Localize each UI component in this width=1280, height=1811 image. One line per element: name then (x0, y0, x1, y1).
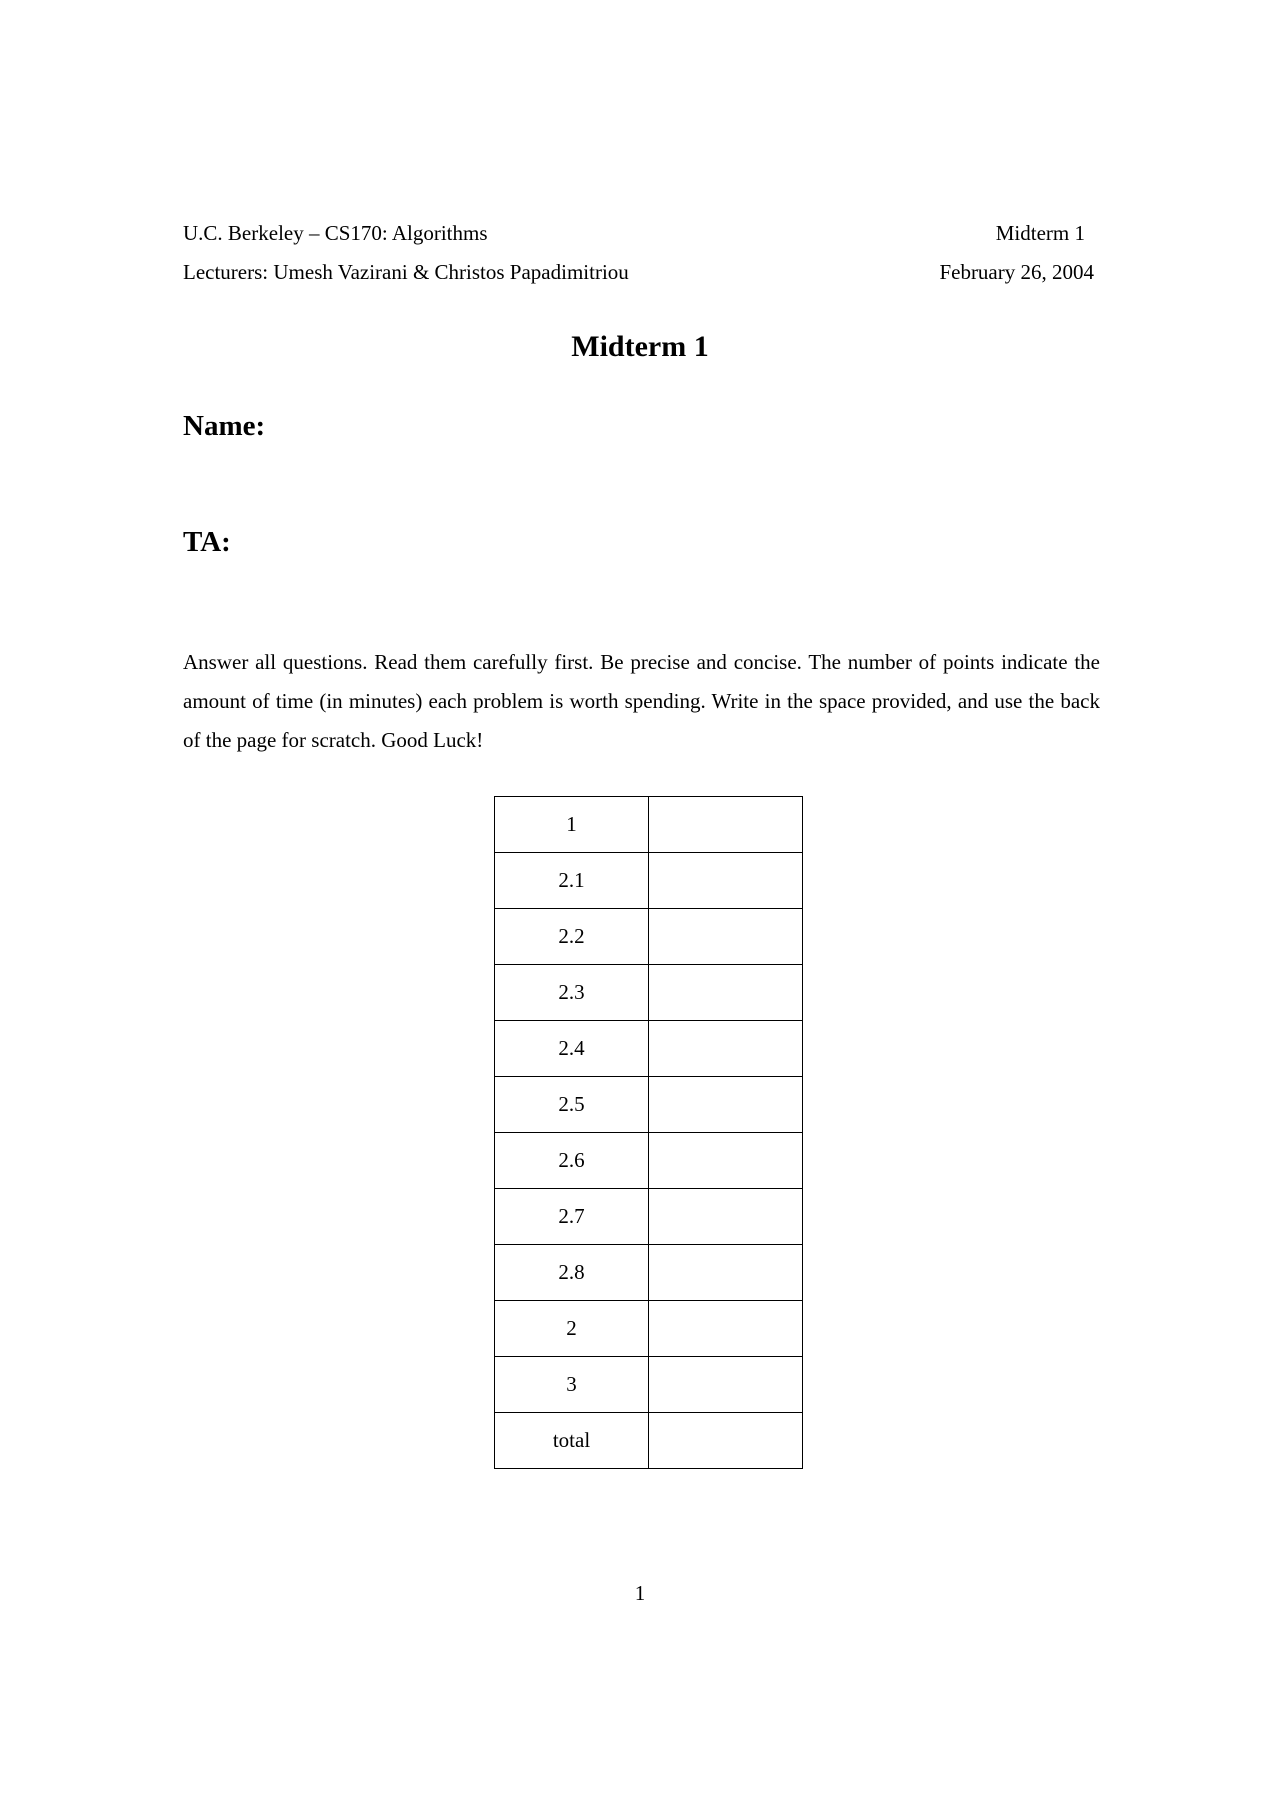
problem-label: total (495, 1413, 649, 1469)
table-row (495, 797, 803, 853)
problem-label: 3 (495, 1357, 649, 1413)
table-row (495, 909, 803, 965)
table-row (495, 1077, 803, 1133)
score-cell (649, 1357, 803, 1413)
name-label: Name: (183, 410, 266, 442)
problem-label: 2 (495, 1301, 649, 1357)
ta-label: TA: (183, 526, 231, 558)
table-row (495, 1245, 803, 1301)
problem-label: 2.8 (495, 1245, 649, 1301)
table-row (495, 1301, 803, 1357)
problem-label: 2.6 (495, 1133, 649, 1189)
table-row (495, 965, 803, 1021)
table-row (495, 1189, 803, 1245)
score-cell (649, 1077, 803, 1133)
problem-label: 2.2 (495, 909, 649, 965)
problem-label: 2.3 (495, 965, 649, 1021)
score-table (494, 796, 803, 1469)
instructions: Answer all questions. Read them carefully first. Be precise and concise. The number of points indicate the amount of time (in minutes) each problem is worth spending. Write in the space provided, and use the back of the page for scratch. Good Luck! (183, 650, 1100, 752)
score-cell (649, 1021, 803, 1077)
page-title: Midterm 1 (571, 330, 709, 363)
table-row (495, 1021, 803, 1077)
score-cell (649, 1189, 803, 1245)
score-table-body (495, 797, 803, 1469)
score-cell (649, 965, 803, 1021)
table-row (495, 1413, 803, 1469)
problem-label: 2.7 (495, 1189, 649, 1245)
score-cell (649, 1413, 803, 1469)
score-cell (649, 853, 803, 909)
problem-label: 2.4 (495, 1021, 649, 1077)
problem-label: 2.5 (495, 1077, 649, 1133)
lecturers: Lecturers: Umesh Vazirani & Christos Papadimitriou (183, 260, 629, 284)
page-number: 1 (634, 1581, 646, 1605)
table-row (495, 1357, 803, 1413)
score-cell (649, 1245, 803, 1301)
header-right (939, 214, 1094, 292)
table-row (495, 1133, 803, 1189)
table-row (495, 853, 803, 909)
course-title: U.C. Berkeley – CS170: Algorithms (183, 221, 488, 245)
header-left (183, 214, 629, 292)
exam-name: Midterm 1 (995, 221, 1085, 245)
exam-date: February 26, 2004 (939, 260, 1094, 284)
score-cell (649, 909, 803, 965)
problem-label: 2.1 (495, 853, 649, 909)
problem-label: 1 (495, 797, 649, 853)
score-cell (649, 797, 803, 853)
score-cell (649, 1301, 803, 1357)
score-cell (649, 1133, 803, 1189)
